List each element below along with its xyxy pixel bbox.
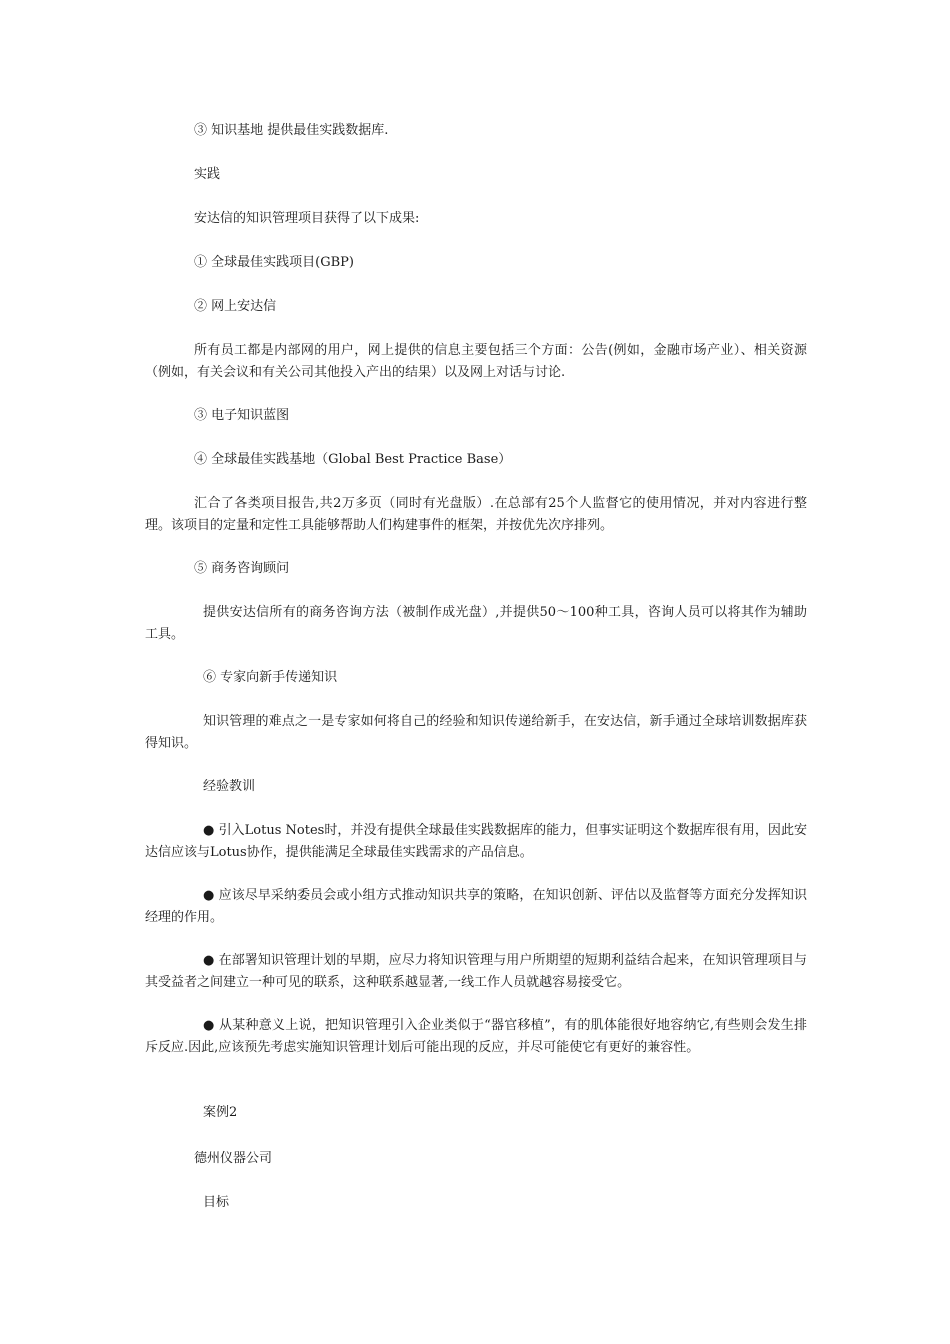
paragraph-knowledge-transfer: 知识管理的难点之一是专家如何将自己的经验和知识传递给新手，在安达信，新手通过全球培训数据库获得知识。 (145, 714, 807, 751)
bullet-early-deployment: ● 在部署知识管理计划的早期，应尽力将知识管理与用户所期望的短期利益结合起来，在知识管理项目与其受益者之间建立一种可见的联系，这种联系越显著,一线工作人员就越容易接受它。 (145, 953, 807, 990)
list-item-expert-to-novice: ⑥ 专家向新手传递知识 (203, 670, 338, 685)
bullet-committee-strategy: ● 应该尽早采纳委员会或小组方式推动知识共享的策略，在知识创新、评估以及监督等方面充分发挥知识经理的作用。 (145, 888, 807, 925)
list-item-global-best-practice-base: ④ 全球最佳实践基地（Global Best Practice Base） (194, 452, 512, 467)
company-name-ti: 德州仪器公司 (194, 1151, 273, 1166)
section-heading-goal: 目标 (203, 1195, 230, 1210)
section-heading-practice: 实践 (194, 167, 221, 182)
list-item-business-consulting: ⑤ 商务咨询顾问 (194, 561, 290, 576)
list-item-online-andersen: ② 网上安达信 (194, 299, 277, 314)
bullet-organ-transplant: ● 从某种意义上说，把知识管理引入企业类似于“器官移植”，有的肌体能很好地容纳它,有些则会发生排斥反应.因此,应该预先考虑实施知识管理计划后可能出现的反应，并尽可能使它有更好的兼容性。 (145, 1018, 807, 1055)
paragraph-intranet-info: 所有员工都是内部网的用户，网上提供的信息主要包括三个方面：公告(例如，金融市场产业）、相关资源（例如，有关会议和有关公司其他投入产出的结果）以及网上对话与讨论. (145, 343, 807, 380)
paragraph-intro-results: 安达信的知识管理项目获得了以下成果: (194, 211, 420, 226)
paragraph-consulting-methods: 提供安达信所有的商务咨询方法（被制作成光盘）,并提供50～100种工具，咨询人员可以将其作为辅助工具。 (145, 605, 807, 642)
section-heading-case-2: 案例2 (203, 1105, 238, 1120)
paragraph-project-reports: 汇合了各类项目报告,共2万多页（同时有光盘版）.在总部有25个人监督它的使用情况，并对内容进行整理。该项目的定量和定性工具能够帮助人们构建事件的框架，并按优先次序排列。 (145, 496, 807, 533)
section-heading-lessons: 经验教训 (203, 779, 256, 794)
list-item-gbp: ① 全球最佳实践项目(GBP) (194, 255, 354, 270)
list-item-electronic-blueprint: ③ 电子知识蓝图 (194, 408, 290, 423)
bullet-lotus-notes: ● 引入Lotus Notes时，并没有提供全球最佳实践数据库的能力，但事实证明这个数据库很有用，因此安达信应该与Lotus协作，提供能满足全球最佳实践需求的产品信息。 (145, 823, 807, 860)
list-item-knowledge-base: ③ 知识基地 提供最佳实践数据库. (194, 123, 389, 138)
